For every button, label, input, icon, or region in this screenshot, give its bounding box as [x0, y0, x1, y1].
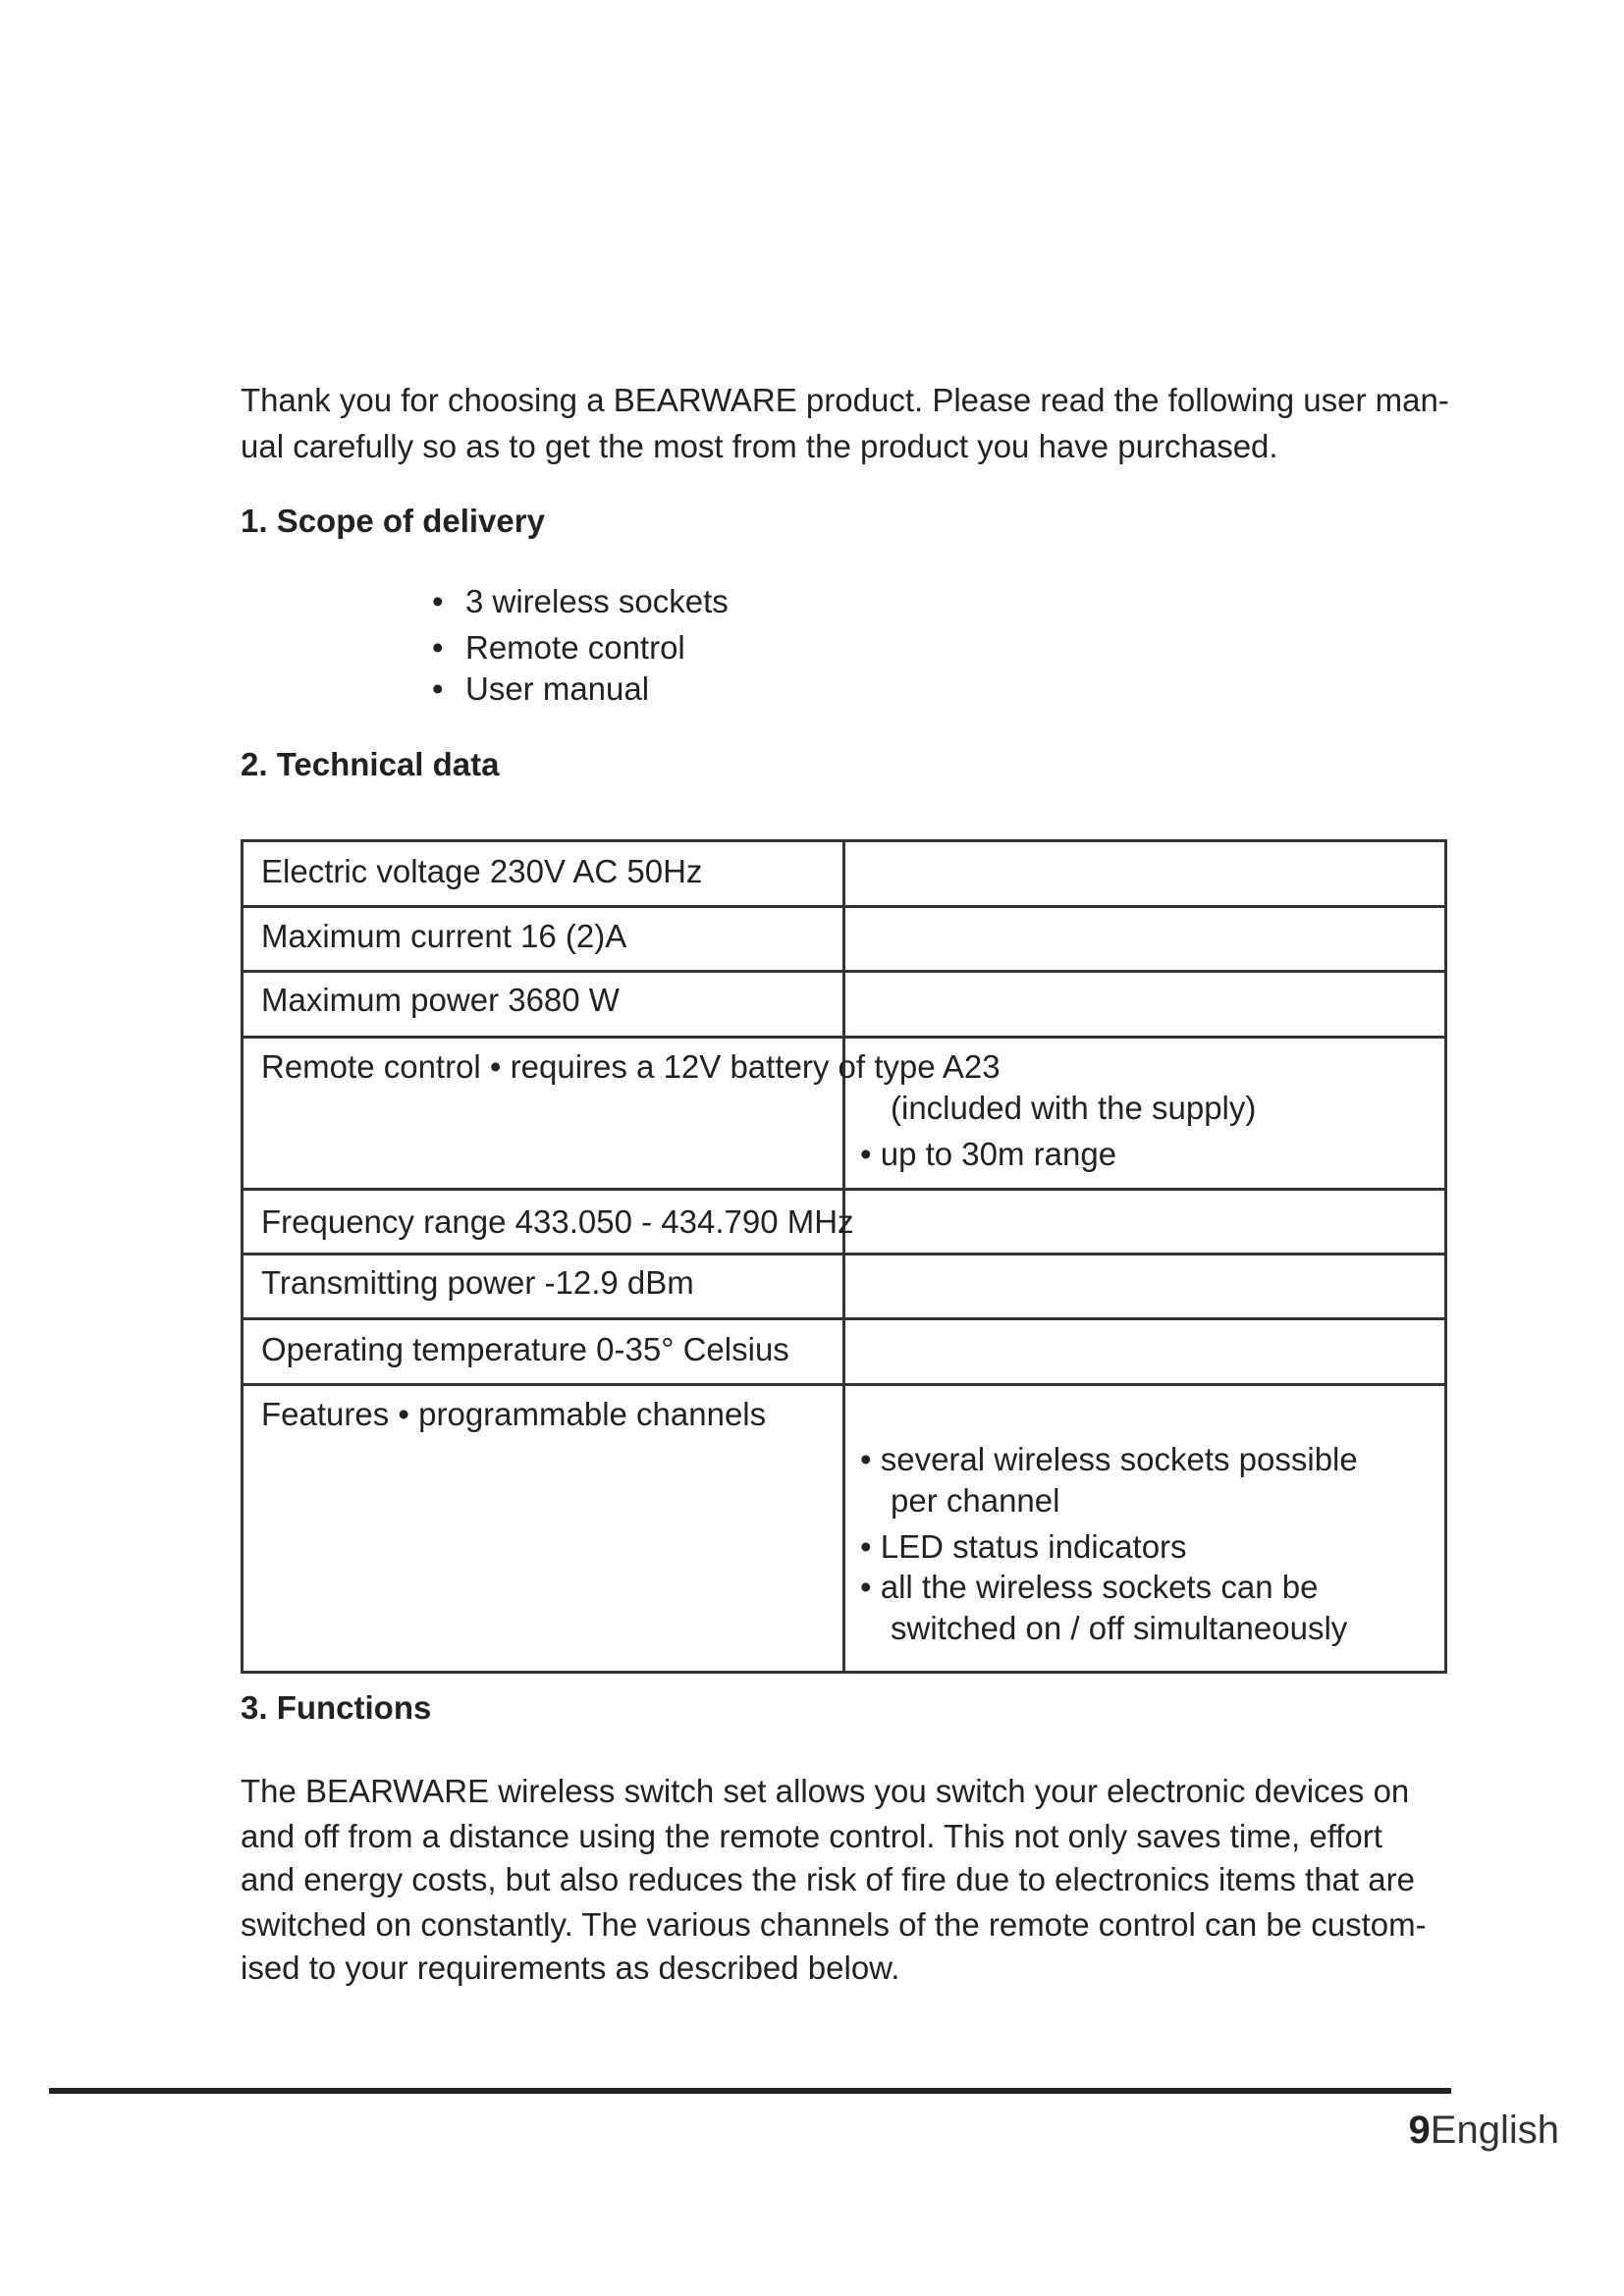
table-cell-remote-range: • up to 30m range — [860, 1136, 1117, 1172]
page-number: 9 — [1408, 2109, 1431, 2152]
table-cell-frequency: Frequency range 433.050 - 434.790 MHz — [261, 1203, 854, 1240]
functions-line-4: switched on constantly. The various channels of the remote control can be custom- — [241, 1906, 1427, 1943]
table-cell-power: Maximum power 3680 W — [261, 982, 620, 1018]
functions-heading: 3. Functions — [241, 1689, 432, 1726]
table-cell-transmitting: Transmitting power -12.9 dBm — [261, 1264, 694, 1301]
scope-heading: 1. Scope of delivery — [241, 503, 545, 539]
page-language: English — [1430, 2109, 1559, 2152]
bullet-icon: • — [432, 670, 444, 707]
table-row-divider — [241, 1253, 1447, 1255]
functions-line-3: and energy costs, but also reduces the risk of fire due to electronics items that are — [241, 1861, 1415, 1897]
footer-rule — [49, 2088, 1451, 2094]
functions-line-5: ised to your requirements as described below. — [241, 1949, 900, 1986]
scope-list — [432, 583, 729, 712]
table-cell-feature-led: • LED status indicators — [860, 1528, 1187, 1565]
list-item: • User manual — [432, 670, 650, 707]
bullet-icon: • — [432, 583, 444, 619]
page-footer — [1409, 2109, 1559, 2153]
technical-heading: 2. Technical data — [241, 746, 500, 782]
table-cell-feature-sockets: • several wireless sockets possible — [860, 1441, 1358, 1477]
table-row-divider — [241, 1383, 1447, 1386]
intro-line-1: Thank you for choosing a BEARWARE product. Please read the following user man- — [241, 382, 1449, 418]
table-row-divider — [241, 1036, 1447, 1039]
bullet-icon: • — [432, 629, 444, 666]
functions-line-1: The BEARWARE wireless switch set allows you switch your electronic devices on — [241, 1773, 1410, 1809]
table-cell-remote-note: (included with the supply) — [891, 1090, 1257, 1126]
table-cell-voltage: Electric voltage 230V AC 50Hz — [261, 853, 703, 889]
intro-line-2: ual carefully so as to get the most from the product you have purchased. — [241, 428, 1278, 464]
table-row-divider — [241, 1317, 1447, 1320]
functions-line-2: and off from a distance using the remote control. This not only saves time, effort — [241, 1818, 1382, 1854]
table-cell-feature-sockets-cont: per channel — [891, 1482, 1060, 1519]
table-column-divider — [842, 839, 845, 1674]
table-border-left — [241, 839, 244, 1674]
table-row-divider — [241, 905, 1447, 908]
table-cell-features: Features • programmable channels — [261, 1396, 767, 1432]
table-row-divider — [241, 1188, 1447, 1191]
table-row-divider — [241, 970, 1447, 973]
table-cell-feature-switch: • all the wireless sockets can be — [860, 1569, 1319, 1605]
list-item: • Remote control — [432, 629, 685, 666]
list-item: • 3 wireless sockets — [432, 583, 729, 619]
table-cell-feature-switch-cont: switched on / off simultaneously — [891, 1610, 1348, 1646]
table-cell-remote: Remote control • requires a 12V battery of type A23 — [261, 1048, 1001, 1085]
table-cell-current: Maximum current 16 (2)A — [261, 918, 627, 954]
table-cell-temperature: Operating temperature 0-35° Celsius — [261, 1331, 789, 1367]
table-border-right — [1444, 839, 1447, 1674]
